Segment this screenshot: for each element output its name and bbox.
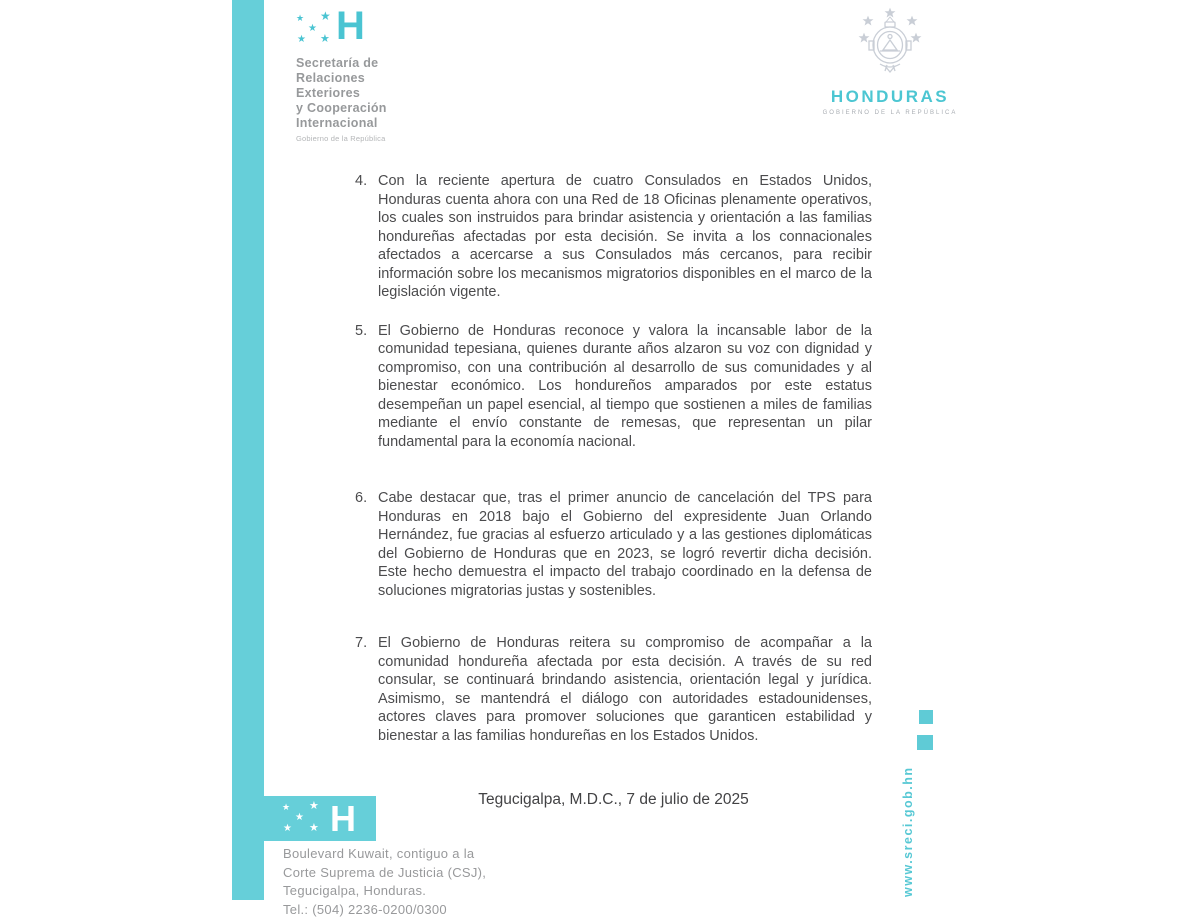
secretariat-name-line: Secretaría de xyxy=(296,56,496,71)
honduras-national-logo xyxy=(820,8,960,116)
star-icon: ★ xyxy=(296,14,304,23)
coat-of-arms-icon xyxy=(842,8,938,80)
paragraph-text: Con la reciente apertura de cuatro Consulados en Estados Unidos, Honduras cuenta ahora con una Red de 18 Oficinas plenamente operativos, los cuales son instruidos para brindar asistencia y orientación a las familias hondureñas afectadas por esta decisión. Se invita a los connacionales afectados a acercarse a sus Consulados más cercanos, para recibir información sobre los mecanismos migratorios disponibles en el marco de la legislación vigente. xyxy=(378,172,872,302)
star-icon: ★ xyxy=(320,34,330,45)
address-line: Corte Suprema de Justicia (CSJ), xyxy=(283,864,486,883)
dateline: Tegucigalpa, M.D.C., 7 de julio de 2025 xyxy=(355,791,872,810)
left-accent-stripe xyxy=(232,0,264,900)
star-icon: ★ xyxy=(282,803,290,812)
secretariat-name xyxy=(296,56,496,131)
h-letter-mark: H xyxy=(336,4,364,49)
footer-address xyxy=(283,845,486,919)
paragraph-number: 6. xyxy=(355,489,378,600)
paragraph-text: Cabe destacar que, tras el primer anuncio de cancelación del TPS para Honduras en 2018 bajo el Gobierno del expresidente Juan Orlando Hernández, fue gracias al esfuerzo articulado y a las gestiones diplomáticas del Gobierno de Honduras que en 2023, se logró revertir dicha decisión. Este hecho demuestra el impacto del trabajo coordinado en la defensa de soluciones migratorias justas y sostenibles. xyxy=(378,489,872,600)
secretariat-name-line: Relaciones xyxy=(296,71,496,86)
address-line: Tel.: (504) 2236-0200/0300 xyxy=(283,901,486,919)
country-tagline: GOBIERNO DE LA REPÚBLICA xyxy=(820,110,960,116)
star-icon: ★ xyxy=(297,35,306,45)
paragraph-number: 7. xyxy=(355,634,378,745)
honduras-h-logo xyxy=(296,10,376,48)
secretariat-logo xyxy=(296,10,496,143)
address-line: Tegucigalpa, Honduras. xyxy=(283,882,486,901)
paragraph-6 xyxy=(355,489,872,600)
paragraph-7 xyxy=(355,634,872,745)
footer-h-logo xyxy=(264,796,376,841)
secretariat-name-line: Exteriores xyxy=(296,86,496,101)
paragraph-text: El Gobierno de Honduras reconoce y valora la incansable labor de la comunidad tepesiana, quienes durante años alzaron su voz con dignidad y compromiso, con una contribución al desarrollo de sus comunidades y al bienestar económico. Los hondureños amparados por este estatus desempeñan un papel esencial, al tiempo que sostienen a miles de familias mediante el envío constante de remesas, que representan un pilar fundamental para la economía nacional. xyxy=(378,322,872,452)
website-vertical-text: www.sreci.gob.hn xyxy=(901,765,915,897)
paragraph-text: El Gobierno de Honduras reitera su compromiso de acompañar a la comunidad hondureña afectada por esta decisión. A través de su red consular, se continuará brindando asistencia, orientación legal y jurídica. Asimismo, se mantendrá el diálogo con autoridades estadounidenses, actores claves para promover soluciones que garanticen estabilidad y bienestar a las familias hondureñas en los Estados Unidos. xyxy=(378,634,872,745)
paragraph-4 xyxy=(355,172,872,302)
paragraph-number: 4. xyxy=(355,172,378,302)
accent-square xyxy=(919,710,933,724)
secretariat-name-line: y Cooperación xyxy=(296,101,496,116)
paragraph-number: 5. xyxy=(355,322,378,452)
document-body xyxy=(355,172,872,810)
accent-square xyxy=(917,735,933,750)
paragraph-5 xyxy=(355,322,872,452)
star-icon: ★ xyxy=(320,10,331,22)
star-icon: ★ xyxy=(283,824,292,834)
country-wordmark: HONDURAS xyxy=(820,87,960,107)
h-letter-mark: H xyxy=(330,798,355,840)
star-icon: ★ xyxy=(308,24,317,34)
star-icon: ★ xyxy=(309,823,319,834)
address-line: Boulevard Kuwait, contiguo a la xyxy=(283,845,486,864)
secretariat-name-line: Internacional xyxy=(296,116,496,131)
secretariat-tagline: Gobierno de la República xyxy=(296,134,496,143)
star-icon: ★ xyxy=(309,801,319,812)
star-icon: ★ xyxy=(295,813,304,823)
